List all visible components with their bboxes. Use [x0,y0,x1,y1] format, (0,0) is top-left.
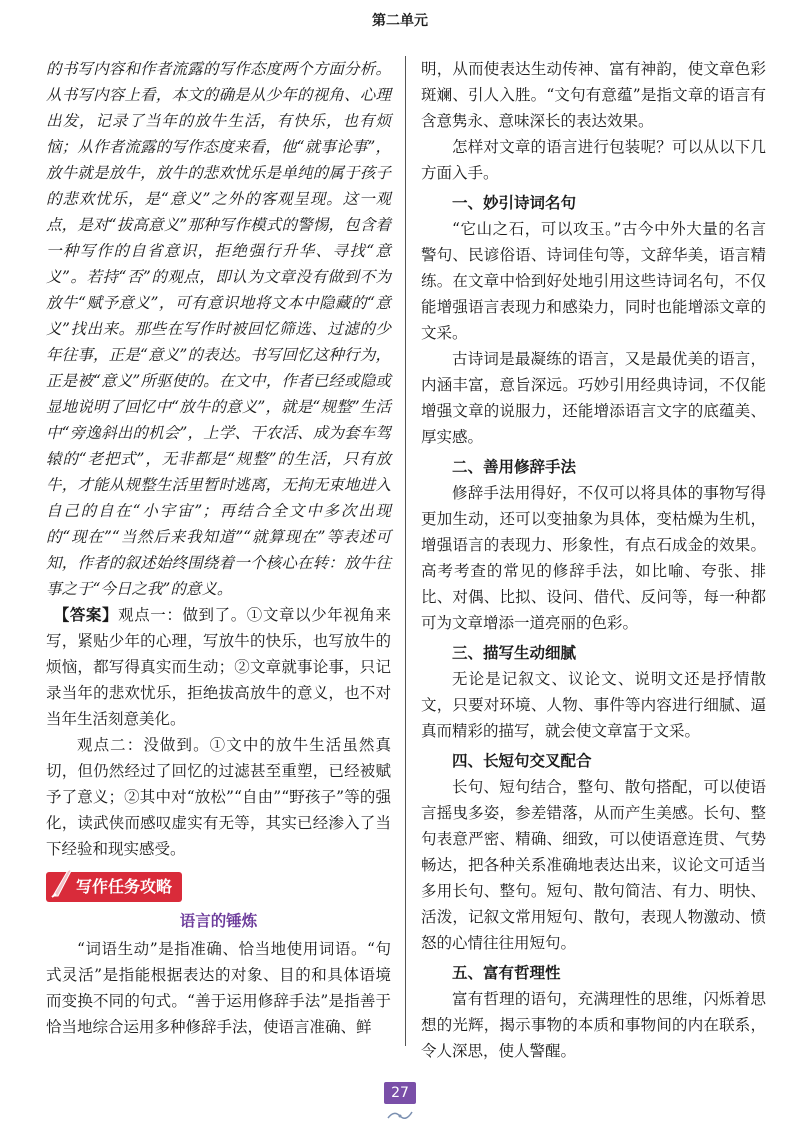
sentence-mix-paragraph: 长句、短句结合，整句、散句搭配，可以使语言摇曳多姿，参差错落，从而产生美感。长句、整句表意严密、精确、细致，可以使语意连贯、气势畅达，把各种关系准确地表达出来，议论文可适当多用长句、整句。短句、散句简洁、有力、明快、活泼，记叙文常用短句、散句，表现人物激动、愤怒的心情往往用短句。 [421,778,766,952]
quote-poems-paragraph-b: 古诗词是最凝练的语言，又是最优美的语言，内涵丰富，意旨深远。巧妙引用经典诗词，不仅能增强文章的说服力，还能增添语言文字的底蕴美、厚实感。 [421,350,766,446]
heading-description: 三、描写生动细腻 [452,644,577,662]
page-number: 27 [384,1082,416,1104]
heading-philosophy: 五、富有哲理性 [452,964,561,982]
flourish-icon [386,1108,414,1122]
description-paragraph: 无论是记叙文、议论文、说明文还是抒情散文，只要对环境、人物、事件等内容进行细腻、逼真而精彩的描写，就会使文章富于文采。 [421,670,766,740]
heading-sentence-mix: 四、长短句交叉配合 [452,752,592,770]
answer-viewpoint-one [46,602,391,732]
answer-viewpoint-two: 观点二：没做到。①文中的放牛生活虽然真切，但仍然经过了回忆的过滤甚至重塑，已经被赋予了意义；②其中对“放松”“自由”“野孩子”等的强化，读武侠而感叹虚实有无等，其实已经渗入了当下经验和现实感受。 [46,736,391,858]
rhetoric-paragraph: 修辞手法用得好，不仅可以将具体的事物写得更加生动，还可以变抽象为具体，变枯燥为生机，增强语言的表现力、形象性，有点石成金的效果。高考考查的常见的修辞手法，如比喻、夸张、排比、对偶、比拟、设问、借代、反问等，每一种都可为文章增添一道亮丽的色彩。 [421,484,766,632]
quote-poems-paragraph-a: “它山之石，可以攻玉。”古今中外大量的名言警句、民谚俗语、诗词佳句等，文辞华美，语言精练。在文章中恰到好处地引用这些诗词名句，不仅能增强语言表现力和感染力，同时也能增添文章的文采。 [421,220,766,342]
section-subheading: 语言的锤炼 [179,911,258,930]
right-column [421,56,766,1064]
language-intro-paragraph: “词语生动”是指准确、恰当地使用词语。“句式灵活”是指能根据表达的对象、目的和具体语境而变换不同的句式。“善于运用修辞手法”是指善于恰当地综合运用多种修辞手法，使语言准确、鲜 [46,940,391,1036]
answer-one-text: 观点一：做到了。①文章以少年视角来写，紧贴少年的心理，写放牛的快乐，也写放牛的烦恼，都写得真实而生动；②文章就事论事，只记录当年的悲欢忧乐，拒绝拔高放牛的意义，也不对当年生活刻意美化。 [46,606,391,728]
running-header: 第二单元 [372,13,428,29]
heading-rhetoric: 二、善用修辞手法 [452,458,577,476]
heading-quote-poems: 一、妙引诗词名句 [452,194,577,212]
philosophy-paragraph: 富有哲理的语句，充满理性的思维，闪烁着思想的光辉，揭示事物的本质和事物间的内在联系，令人深思，使人警醒。 [421,990,766,1060]
quill-icon [50,868,72,898]
column-divider [405,56,406,1046]
answer-tag: 【答案】 [53,606,119,624]
banner-label: 写作任务攻略 [76,877,173,896]
continued-paragraph: 明，从而使表达生动传神、富有神韵，使文章色彩斑斓、引人入胜。“文句有意蕴”是指文章的语言有含意隽永、意味深长的表达效果。 [421,60,766,130]
how-to-paragraph: 怎样对文章的语言进行包装呢？可以从以下几方面入手。 [421,138,766,182]
writing-task-banner [46,872,182,902]
left-column [46,56,391,1040]
analysis-paragraph: 的书写内容和作者流露的写作态度两个方面分析。从书写内容上看，本文的确是从少年的视角、心理出发，记录了当年的放牛生活，有快乐，也有烦恼；从作者流露的写作态度来看，他“就事论事”，放牛就是放牛，放牛的悲欢忧乐是单纯的属于孩子的悲欢忧乐，是“意义”之外的客观呈现。这一观点，是对“拔高意义”那种写作模式的警惕，包含着一种写作的自省意识，拒绝强行升华、寻找“意义”。若持“否”的观点，即认为文章没有做到不为放牛“赋予意义”，可有意识地将文本中隐藏的“意义”找出来。那些在写作时被回忆筛选、过滤的少年往事，正是“意义”的表达。书写回忆这种行为，正是被“意义”所驱使的。在文中，作者已经或隐或显地说明了回忆中“放牛的意义”，就是“规整”生活中“旁逸斜出的机会”，上学、干农活、成为套车驾辕的“老把式”，无非都是“规整”的生活，只有放牛，才能从规整生活里暂时逃离，无拘无束地进入自己的自在“小宇宙”；再结合全文中多次出现的“现在”“当然后来我知道”“就算现在”等表述可知，作者的叙述始终围绕着一个核心在转：放牛往事之于“今日之我”的意义。 [46,60,391,598]
